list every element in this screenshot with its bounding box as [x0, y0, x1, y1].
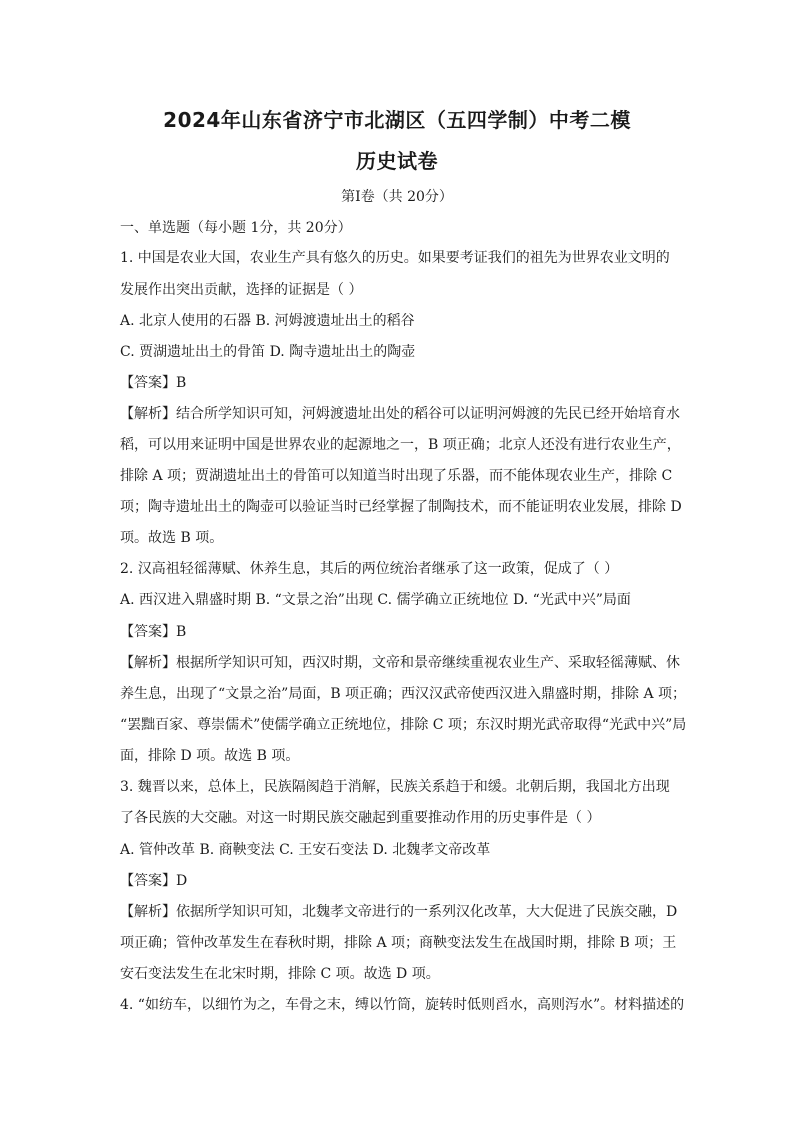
question-1-analysis-line: 稻，可以用来证明中国是世界农业的起源地之一，B 项正确；北京人还没有进行农业生产， — [120, 437, 681, 453]
question-4-stem: 4. “如纺车，以细竹为之，车骨之末，缚以竹筒，旋转时低则舀水，高则泻水”。材料描述的 — [120, 997, 685, 1013]
question-1-analysis-line: 项；陶寺遗址出土的陶壶可以验证当时已经掌握了制陶技术，而不能证明农业发展，排除 D — [120, 499, 682, 515]
question-1-options-ab: A. 北京人使用的石器 B. 河姆渡遗址出土的稻谷 — [120, 313, 415, 329]
exam-subtitle: 历史试卷 — [356, 149, 438, 173]
question-1-stem: 1. 中国是农业大国，农业生产具有悠久的历史。如果要考证我们的祖先为世界农业文明的 — [120, 250, 670, 266]
question-2-stem: 2. 汉高祖轻徭薄赋、休养生息，其后的两位统治者继承了这一政策，促成了（ ） — [120, 561, 619, 577]
question-3-stem: 3. 魏晋以来，总体上，民族隔阂趋于消解，民族关系趋于和缓。北朝后期，我国北方出现 — [120, 779, 670, 795]
question-3-answer: 【答案】D — [120, 873, 188, 889]
volume-heading: 第Ⅰ卷（共 20分） — [341, 189, 453, 205]
question-1-answer: 【答案】B — [120, 375, 187, 391]
question-1-options-cd: C. 贾湖遗址出土的骨笛 D. 陶寺遗址出土的陶壶 — [120, 344, 416, 360]
question-1-stem-cont: 发展作出突出贡献，选择的证据是（ ） — [120, 282, 363, 298]
question-1-analysis-line: 排除 A 项；贾湖遗址出土的骨笛可以知道当时出现了乐器，而不能体现农业生产，排除 C — [120, 468, 673, 484]
question-1-analysis: 【解析】结合所学知识可知，河姆渡遗址出处的稻谷可以证明河姆渡的先民已经开始培育水 — [120, 406, 680, 422]
question-1-analysis-line: 项。故选 B 项。 — [120, 530, 224, 546]
question-2-answer: 【答案】B — [120, 624, 187, 640]
question-3-analysis: 【解析】依据所学知识可知，北魏孝文帝进行的一系列汉化改革，大大促进了民族交融，D — [120, 904, 678, 920]
exam-title: 2024年山东省济宁市北湖区（五四学制）中考二模 — [163, 108, 631, 132]
question-3-options: A. 管仲改革 B. 商鞅变法 C. 王安石变法 D. 北魏孝文帝改革 — [120, 842, 491, 858]
question-3-analysis-line: 项正确；管仲改革发生在春秋时期，排除 A 项；商鞅变法发生在战国时期，排除 B 项；王 — [120, 935, 677, 951]
question-2-analysis-line: 面，排除 D 项。故选 B 项。 — [120, 748, 300, 764]
section-heading: 一、单选题（每小题 1分，共 20分） — [120, 220, 352, 236]
question-2-options: A. 西汉进入鼎盛时期 B. “文景之治”出现 C. 儒学确立正统地位 D. “光武中兴”局面 — [120, 592, 631, 608]
question-3-stem-cont: 了各民族的大交融。对这一时期民族交融起到重要推动作用的历史事件是（ ） — [120, 810, 601, 826]
question-3-analysis-line: 安石变法发生在北宋时期，排除 C 项。故选 D 项。 — [120, 966, 440, 982]
question-2-analysis-line: 养生息，出现了“文景之治”局面，B 项正确；西汉汉武帝使西汉进入鼎盛时期，排除 A 项； — [120, 686, 687, 702]
question-2-analysis-line: “罢黜百家、尊崇儒术”使儒学确立正统地位，排除 C 项；东汉时期光武帝取得“光武中兴”局 — [120, 717, 687, 733]
question-2-analysis: 【解析】根据所学知识可知，西汉时期，文帝和景帝继续重视农业生产、采取轻徭薄赋、休 — [120, 655, 680, 671]
